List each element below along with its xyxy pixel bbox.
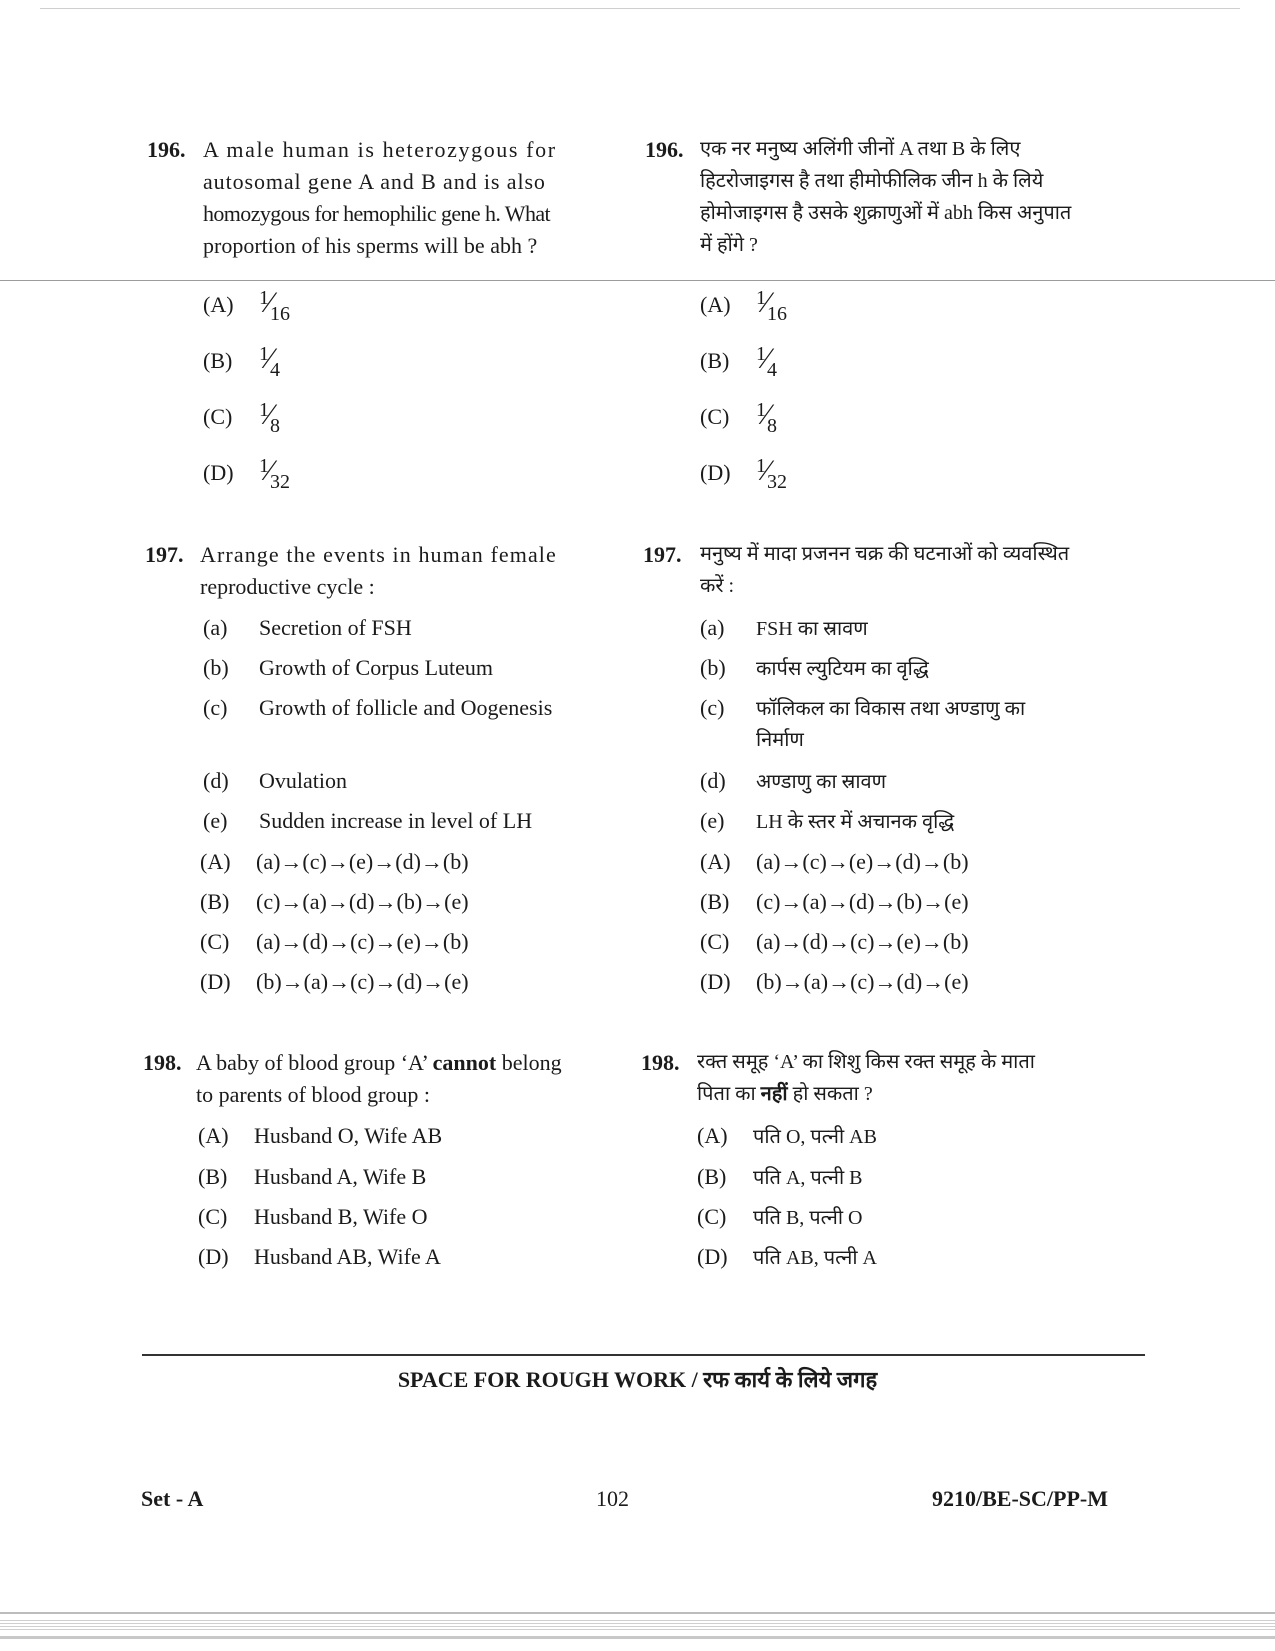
emphasis-text: cannot xyxy=(432,1050,497,1075)
question-text-line: autosomal gene A and B and is also xyxy=(203,169,546,194)
fraction: $^1⁄_{16}$ xyxy=(756,286,788,325)
question-text-line: में होंगे ? xyxy=(700,234,758,256)
fraction: $^1⁄_4$ xyxy=(259,342,281,381)
option-b: (B) पति A, पत्नी B xyxy=(697,1164,863,1189)
event-item: (e) Sudden increase in level of LH xyxy=(203,808,533,833)
question-text-line: to parents of blood group : xyxy=(196,1082,431,1107)
fraction: $^1⁄_4$ xyxy=(756,342,778,381)
event-item: (e) LH के स्तर में अचानक वृद्धि xyxy=(700,808,955,833)
question-number: 196. xyxy=(147,137,186,162)
option-d: (D) (b)→(a)→(c)→(d)→(e) xyxy=(700,969,969,994)
top-scan-rule xyxy=(40,8,1240,9)
question-number: 198. xyxy=(143,1050,182,1075)
option-a: (A) (a)→(c)→(e)→(d)→(b) xyxy=(200,849,469,874)
event-item: (b) कार्पस ल्युटियम का वृद्धि xyxy=(700,655,929,680)
fraction: $^1⁄_8$ xyxy=(756,398,778,437)
option-c: (C) $^1⁄_8$ xyxy=(700,394,777,443)
option-a: (A) (a)→(c)→(e)→(d)→(b) xyxy=(700,849,969,874)
section-divider xyxy=(142,1354,1145,1356)
fraction: $^1⁄_8$ xyxy=(259,398,281,437)
question-number: 196. xyxy=(645,137,684,162)
question-text-line: करें : xyxy=(700,575,735,597)
footer-set: Set - A xyxy=(141,1486,204,1511)
option-d: (D) (b)→(a)→(c)→(d)→(e) xyxy=(200,969,469,994)
option-b: (B) (c)→(a)→(d)→(b)→(e) xyxy=(200,889,469,914)
option-c: (C) Husband B, Wife O xyxy=(198,1204,428,1229)
scan-divider-line xyxy=(0,280,1275,281)
option-d: (D) पति AB, पत्नी A xyxy=(697,1244,877,1269)
option-a: (A) $^1⁄_{16}$ xyxy=(700,282,787,331)
emphasis-text: नहीं xyxy=(760,1083,788,1105)
question-text-line: proportion of his sperms will be abh ? xyxy=(203,233,538,258)
option-c: (C) $^1⁄_8$ xyxy=(203,394,280,443)
question-text-line: रक्त समूह ‘A’ का शिशु किस रक्त समूह के माता xyxy=(697,1051,1035,1073)
question-text-line: मनुष्य में मादा प्रजनन चक्र की घटनाओं को व्यवस्थित xyxy=(700,543,1070,565)
question-text-line: होमोजाइगस है उसके शुक्राणुओं में abh किस अनुपात xyxy=(700,202,1072,224)
question-text-line: एक नर मनुष्य अलिंगी जीनों A तथा B के लिए xyxy=(700,138,1021,160)
fraction: $^1⁄_{32}$ xyxy=(259,454,291,493)
question-text-line: हिटरोजाइगस है तथा हीमोफीलिक जीन h के लिये xyxy=(700,170,1044,192)
option-b: (B) $^1⁄_4$ xyxy=(700,338,777,387)
option-b: (B) (c)→(a)→(d)→(b)→(e) xyxy=(700,889,969,914)
option-b: (B) Husband A, Wife B xyxy=(198,1164,427,1189)
event-item: (c) फॉलिकल का विकास तथा अण्डाणु का xyxy=(700,695,1026,720)
footer-paper-code: 9210/BE-SC/PP-M xyxy=(932,1486,1108,1511)
question-text-line: A male human is heterozygous for xyxy=(203,137,557,162)
question-text-line: reproductive cycle : xyxy=(200,574,375,599)
event-item: (b) Growth of Corpus Luteum xyxy=(203,655,494,680)
question-text-line: पिता का नहीं हो सकता ? xyxy=(697,1083,873,1105)
question-text-line: homozygous for hemophilic gene h. What xyxy=(203,201,551,226)
scan-band-line xyxy=(0,1612,1275,1614)
fraction: $^1⁄_{32}$ xyxy=(756,454,788,493)
option-c: (C) पति B, पत्नी O xyxy=(697,1204,863,1229)
question-number: 198. xyxy=(641,1050,680,1075)
option-a: (A) पति O, पत्नी AB xyxy=(697,1123,877,1148)
option-d: (D) Husband AB, Wife A xyxy=(198,1244,441,1269)
option-b: (B) $^1⁄_4$ xyxy=(203,338,280,387)
scan-band xyxy=(0,1620,1275,1630)
event-item: (a) Secretion of FSH xyxy=(203,615,412,640)
question-number: 197. xyxy=(643,542,682,567)
rough-work-heading: SPACE FOR ROUGH WORK / रफ कार्य के लिये जगह xyxy=(397,1367,878,1392)
option-c: (C) (a)→(d)→(c)→(e)→(b) xyxy=(200,929,469,954)
question-number: 197. xyxy=(145,542,184,567)
question-text-line: Arrange the events in human female xyxy=(200,542,557,567)
option-a: (A) Husband O, Wife AB xyxy=(198,1123,443,1148)
event-item: (a) FSH का स्रावण xyxy=(700,615,868,640)
event-item: (d) Ovulation xyxy=(203,768,347,793)
option-d: (D) $^1⁄_{32}$ xyxy=(203,450,290,499)
scan-band-line xyxy=(0,1636,1275,1639)
footer-page-number: 102 xyxy=(596,1486,629,1511)
option-d: (D) $^1⁄_{32}$ xyxy=(700,450,787,499)
event-item: (c) Growth of follicle and Oogenesis xyxy=(203,695,553,720)
event-item: (d) अण्डाणु का स्रावण xyxy=(700,768,887,793)
event-item-continued: निर्माण xyxy=(756,729,804,751)
option-a: (A) $^1⁄_{16}$ xyxy=(203,282,290,331)
option-c: (C) (a)→(d)→(c)→(e)→(b) xyxy=(700,929,969,954)
fraction: $^1⁄_{16}$ xyxy=(259,286,291,325)
question-text-line: A baby of blood group ‘A’ cannot belong xyxy=(196,1050,562,1075)
